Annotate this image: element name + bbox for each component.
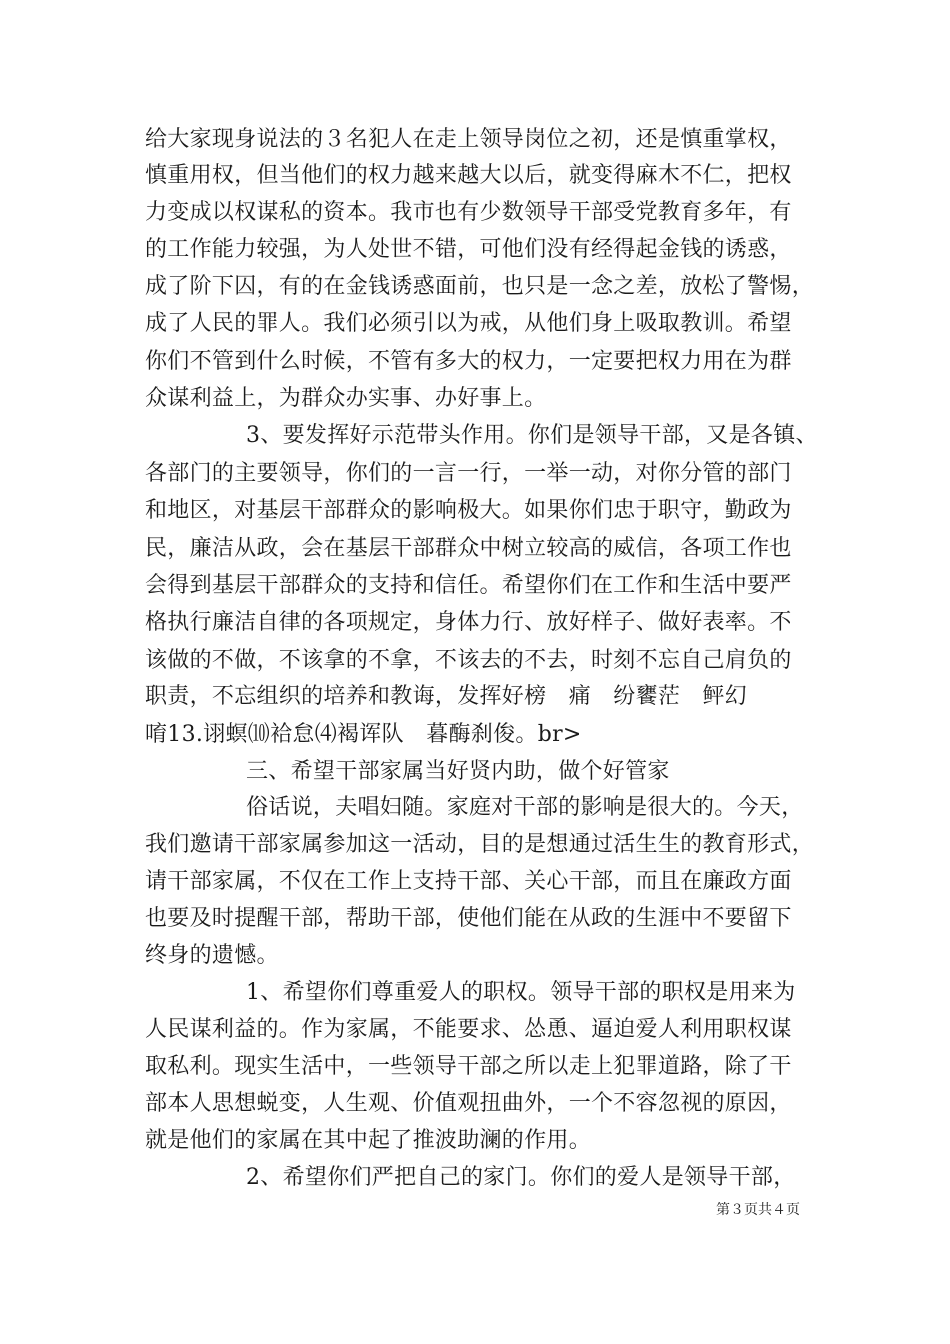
body-line-13: 会得到基层干部群众的支持和信任。希望你们在工作和生活中要严 — [145, 573, 792, 598]
body-line-11: 和地区，对基层干部群众的影响极大。如果你们忠于职守，勤政为 — [145, 498, 792, 523]
body-line-10: 各部门的主要领导，你们的一言一行，一举一动，对你分管的部门 — [145, 461, 792, 486]
body-line-3: 力变成以权谋私的资本。我市也有少数领导干部受党教育多年，有 — [145, 200, 792, 225]
body-line-9: 3、要发挥好示范带头作用。你们是领导干部，又是各镇、 — [246, 423, 818, 448]
body-line-6: 成了人民的罪人。我们必须引以为戒，从他们身上吸取教训。希望 — [145, 311, 792, 336]
body-line-22: 也要及时提醒干部，帮助干部，使他们能在从政的生涯中不要留下 — [145, 906, 792, 931]
body-line-8: 众谋利益上，为群众办实事、办好事上。 — [145, 386, 547, 411]
body-line-26: 取私利。现实生活中，一些领导干部之所以走上犯罪道路，除了干 — [145, 1054, 792, 1079]
body-line-14: 格执行廉洁自律的各项规定，身体力行、放好样子、做好表率。不 — [145, 610, 792, 635]
body-line-23: 终身的遗憾。 — [145, 943, 279, 968]
body-line-15: 该做的不做，不该拿的不拿，不该去的不去，时刻不忘自己肩负的 — [145, 648, 792, 673]
body-line-7: 你们不管到什么时候，不管有多大的权力，一定要把权力用在为群 — [145, 349, 792, 374]
body-line-29: 2、希望你们严把自己的家门。你们的爱人是领导干部， — [246, 1165, 796, 1190]
body-line-12: 民，廉洁从政，会在基层干部群众中树立较高的威信，各项工作也 — [145, 536, 792, 561]
body-line-25: 人民谋利益的。作为家属，不能要求、怂恿、逼迫爱人利用职权谋 — [145, 1017, 792, 1042]
body-line-16: 职责，不忘组织的培养和教诲，发挥好榜 痛 纷饔茫 鲆幻 — [145, 684, 748, 709]
body-line-2: 慎重用权，但当他们的权力越来越大以后，就变得麻木不仁，把权 — [145, 163, 792, 188]
page-number-footer: 第３页共４页 — [716, 1202, 800, 1218]
body-line-28: 就是他们的家属在其中起了推波助澜的作用。 — [145, 1128, 592, 1153]
body-line-5: 成了阶下囚，有的在金钱诱惑面前，也只是一念之差，放松了警惕， — [145, 274, 815, 299]
body-line-4: 的工作能力较强，为人处世不错，可他们没有经得起金钱的诱惑， — [145, 237, 792, 262]
body-line-19: 俗话说，夫唱妇随。家庭对干部的影响是很大的。今天， — [246, 795, 804, 820]
section-heading: 三、希望干部家属当好贤内助，做个好管家 — [246, 759, 670, 784]
body-line-1: 给大家现身说法的３名犯人在走上领导岗位之初，还是慎重掌权， — [145, 127, 792, 152]
body-line-27: 部本人思想蜕变，人生观、价值观扭曲外，一个不容忽视的原因， — [145, 1091, 792, 1116]
body-line-21: 请干部家属，不仅在工作上支持干部、关心干部，而且在廉政方面 — [145, 869, 792, 894]
body-line-20: 我们邀请干部家属参加这一活动，目的是想通过活生生的教育形式， — [145, 832, 815, 857]
body-line-24: 1、希望你们尊重爱人的职权。领导干部的职权是用来为 — [246, 980, 796, 1005]
body-line-17: 唷13.诩螟⑽袷怠⑷褐诨队 暮酶刹俊。br> — [145, 722, 582, 747]
